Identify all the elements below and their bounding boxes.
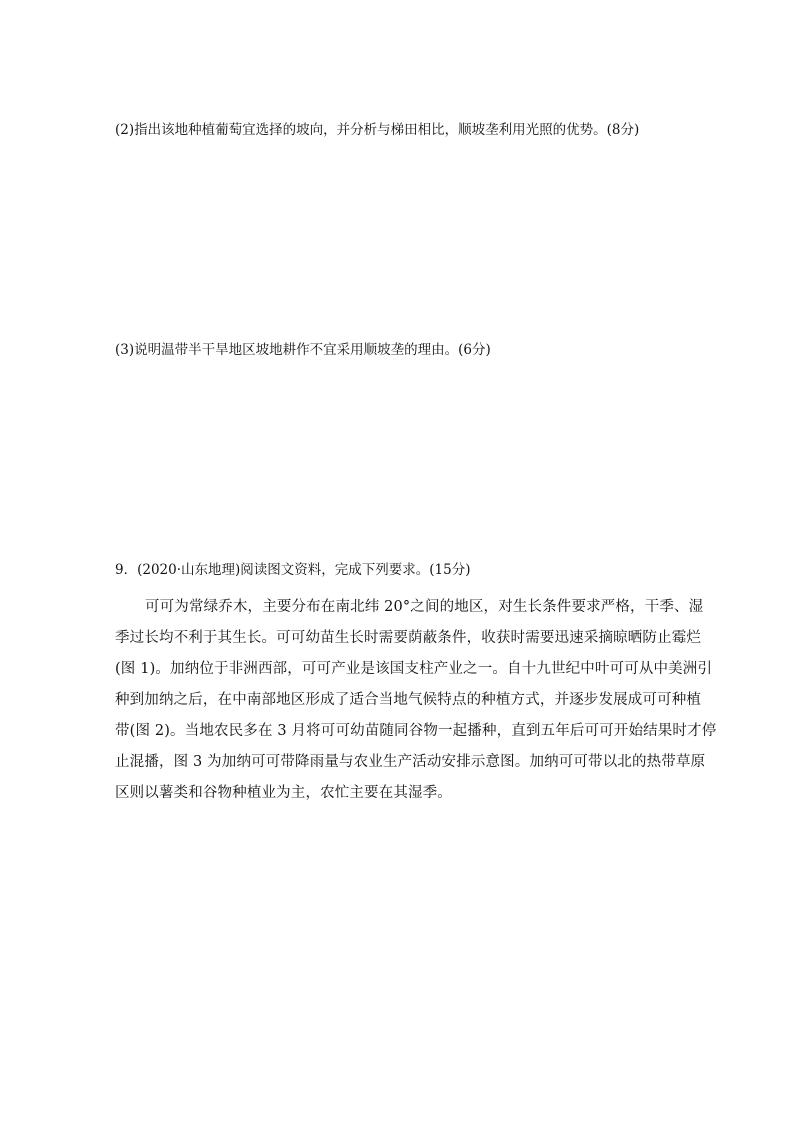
passage-line: 止混播，图 3 为加纳可可带降雨量与农业生产活动安排示意图。加纳可可带以北的热带草原	[115, 754, 706, 770]
passage-line: (图 1)。加纳位于非洲西部，可可产业是该国支柱产业之一。自十九世纪中叶可可从中美洲引	[115, 661, 713, 677]
passage-line: 带(图 2)。当地农民多在 3 月将可可幼苗随同谷物一起播种，直到五年后可可开始结果时才停	[115, 723, 717, 739]
passage-line: 区则以薯类和谷物种植业为主，农忙主要在其湿季。	[115, 785, 452, 801]
passage-line: 可可为常绿乔木，主要分布在南北纬 20°之间的地区，对生长条件要求严格，干季、湿	[145, 599, 704, 615]
question-2: (2)指出该地种植葡萄宜选择的坡向，并分析与梯田相比，顺坡垄利用光照的优势。(8分)	[115, 122, 640, 138]
question-3: (3)说明温带半干旱地区坡地耕作不宜采用顺坡垄的理由。(6分)	[115, 342, 491, 358]
question-9-heading: 9．(2020·山东地理)阅读图文资料，完成下列要求。(15分)	[115, 562, 471, 578]
passage-line: 种到加纳之后，在中南部地区形成了适合当地气候特点的种植方式，并逐步发展成可可种植	[115, 692, 701, 708]
question-9-passage	[115, 592, 717, 809]
passage-line: 季过长均不利于其生长。可可幼苗生长时需要荫蔽条件，收获时需要迅速采摘晾晒防止霉烂	[115, 630, 701, 646]
